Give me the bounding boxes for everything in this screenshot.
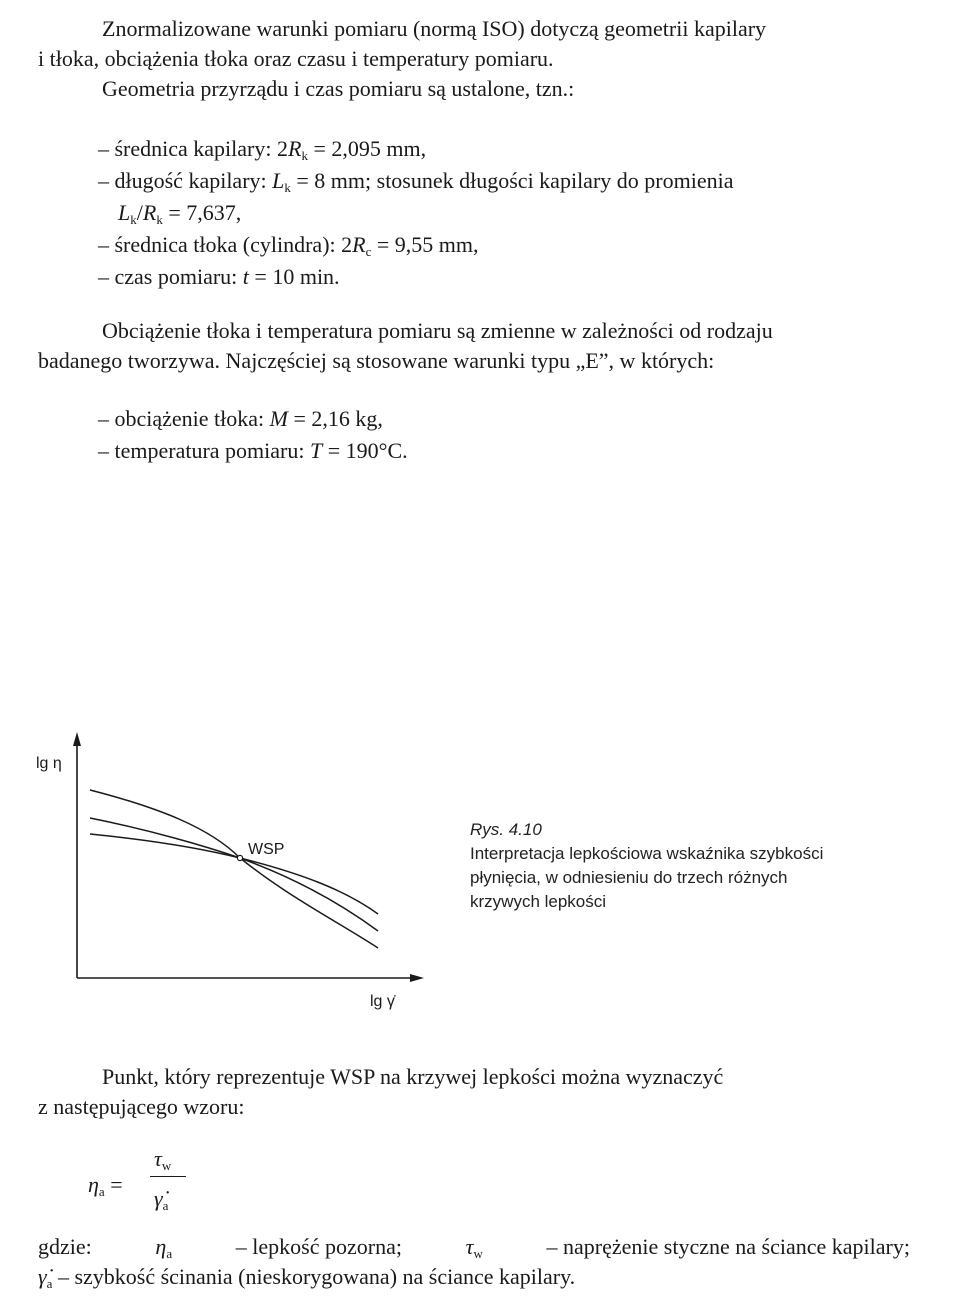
y-axis-arrow xyxy=(73,732,81,746)
viscosity-curves-figure xyxy=(30,728,450,1028)
viscosity-curve-1 xyxy=(90,790,378,948)
figure-caption xyxy=(470,818,910,914)
viscosity-curve-2 xyxy=(90,818,378,931)
formula-lhs: $\eta_a$ = xyxy=(88,1172,123,1199)
para2-line-1: Obciążenie tłoka i temperatura pomiaru są zmienne w zależności od rodzaju xyxy=(102,318,773,343)
formula-fraction-bar xyxy=(150,1176,186,1177)
wsp-label: WSP xyxy=(248,841,285,858)
geometry-item-measurement-time: – czas pomiaru: t = 10 min. xyxy=(98,264,340,289)
viscosity-formula xyxy=(88,1140,228,1216)
para3-line-1: Punkt, który reprezentuje WSP na krzywej lepkości można wyznaczyć xyxy=(102,1064,724,1089)
x-axis-arrow xyxy=(410,974,424,982)
geometry-item-piston-diameter: – średnica tłoka (cylindra): $2R_c = 9,55$ mm, xyxy=(98,232,479,259)
para2-line-2: badanego tworzywa. Najczęściej są stosowane warunki typu „E”, w których: xyxy=(38,348,715,373)
para3-line-2: z następującego wzoru: xyxy=(38,1094,245,1119)
formula-denominator: $\gammȧ_a$ xyxy=(154,1186,169,1213)
definitions-line-2: $\gammȧ_a$ – szybkość ścinania (nieskorygowana) na ściance kapilary. xyxy=(38,1264,576,1291)
definitions-line-1: gdzie: $\eta_a$ – lepkość pozorna; $\tau_w$ – naprężenie styczne na ściance kapilary; xyxy=(38,1234,910,1261)
wsp-point xyxy=(237,855,242,860)
geometry-item-capillary-diameter: – średnica kapilary: $2R_k = 2,095$ mm, xyxy=(98,136,427,163)
figure-caption-line-1: Interpretacja lepkościowa wskaźnika szybkości xyxy=(470,844,824,863)
intro-line-3: Geometria przyrządu i czas pomiaru są ustalone, tzn.: xyxy=(102,76,575,101)
formula-numerator: $\tau_w$ xyxy=(154,1146,172,1173)
figure-caption-number: Rys. 4.10 xyxy=(470,820,542,839)
intro-line-2: i tłoka, obciążenia tłoka oraz czasu i temperatury pomiaru. xyxy=(38,46,554,71)
intro-line-1: Znormalizowane warunki pomiaru (normą ISO) dotyczą geometrii kapilary xyxy=(102,16,767,41)
condition-item-load: – obciążenie tłoka: M = 2,16 kg, xyxy=(98,406,383,431)
geometry-item-capillary-length: – długość kapilary: $L_k = 8$ mm; stosunek długości kapilary do promienia xyxy=(98,168,734,195)
geometry-item-ratio: $L_k/R_k = 7,637$, xyxy=(118,200,242,227)
x-axis-label: lg γ̇ xyxy=(370,993,395,1010)
figure-caption-line-3: krzywych lepkości xyxy=(470,892,607,911)
condition-item-temperature: – temperatura pomiaru: T = 190°C. xyxy=(98,438,408,463)
figure-caption-line-2: płynięcia, w odniesieniu do trzech różnych xyxy=(470,868,788,887)
y-axis-label: lg η xyxy=(36,755,62,772)
